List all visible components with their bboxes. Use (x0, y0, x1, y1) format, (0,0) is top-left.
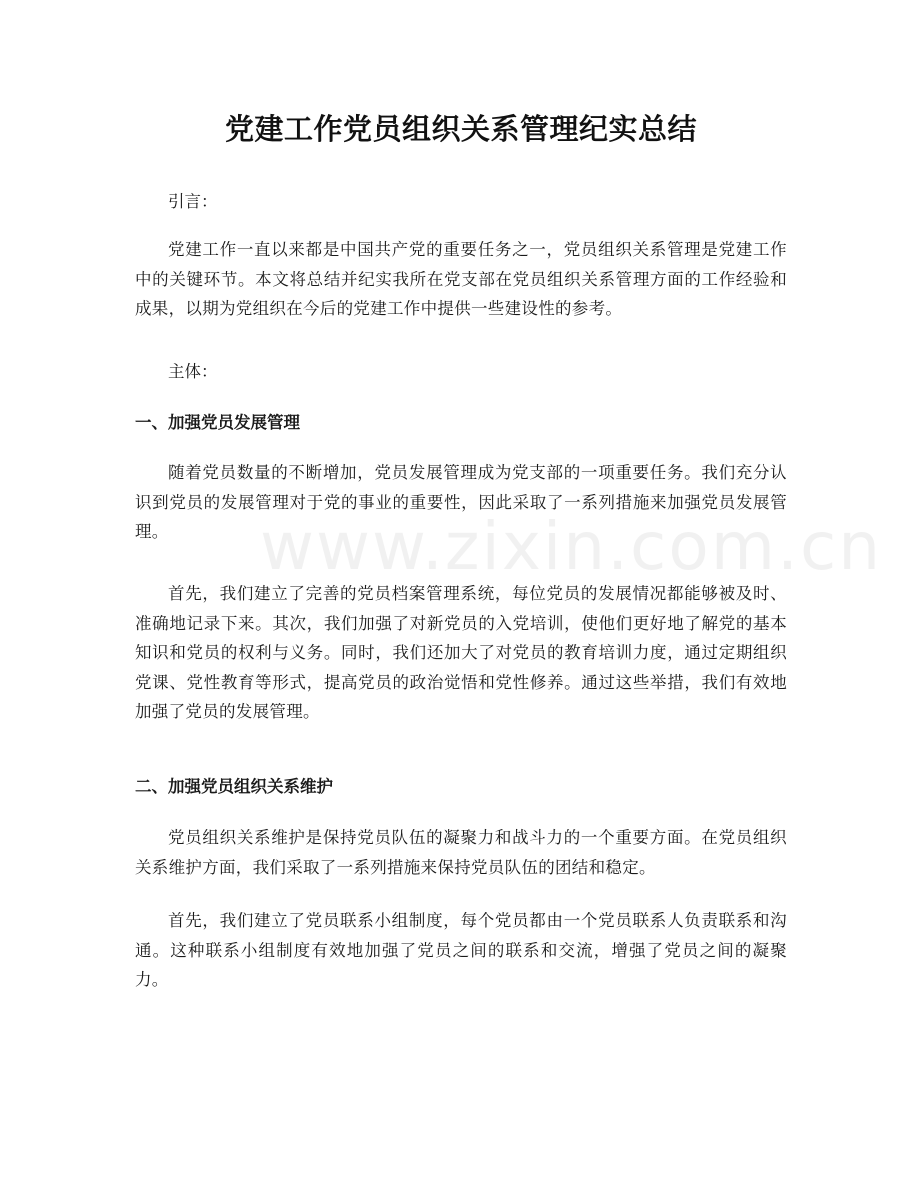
intro-label: 引言： (168, 192, 218, 211)
document-title: 党建工作党员组织关系管理纪实总结 (224, 112, 697, 146)
intro-paragraph: 党建工作一直以来都是中国共产党的重要任务之一，党员组织关系管理是党建工作中的关键环节。本文将总结并纪实我所在党支部在党员组织关系管理方面的工作经验和成果，以期为党组织在今后的党建工作中提供一些建设性的参考。 (135, 240, 787, 318)
section-1-paragraph-2: 首先，我们建立了完善的党员档案管理系统，每位党员的发展情况都能够被及时、准确地记录下来。其次，我们加强了对新党员的入党培训，使他们更好地了解党的基本知识和党员的权利与义务。同时，我们还加大了对党员的教育培训力度，通过定期组织党课、党性教育等形式，提高党员的政治觉悟和党性修养。通过这些举措，我们有效地加强了党员的发展管理。 (135, 584, 787, 721)
body-label: 主体： (168, 362, 218, 381)
section-2-heading: 二、加强党员组织关系维护 (135, 777, 333, 796)
watermark: www.zixin.com.cn (260, 508, 883, 585)
section-1-paragraph-1: 随着党员数量的不断增加，党员发展管理成为党支部的一项重要任务。我们充分认识到党员的发展管理对于党的事业的重要性，因此采取了一系列措施来加强党员发展管理。 (135, 463, 787, 541)
section-2-paragraph-1: 党员组织关系维护是保持党员队伍的凝聚力和战斗力的一个重要方面。在党员组织关系维护方面，我们采取了一系列措施来保持党员队伍的团结和稳定。 (135, 828, 787, 877)
section-1-heading: 一、加强党员发展管理 (135, 413, 300, 432)
section-2-paragraph-2: 首先，我们建立了党员联系小组制度，每个党员都由一个党员联系人负责联系和沟通。这种联系小组制度有效地加强了党员之间的联系和交流，增强了党员之间的凝聚力。 (135, 911, 787, 989)
